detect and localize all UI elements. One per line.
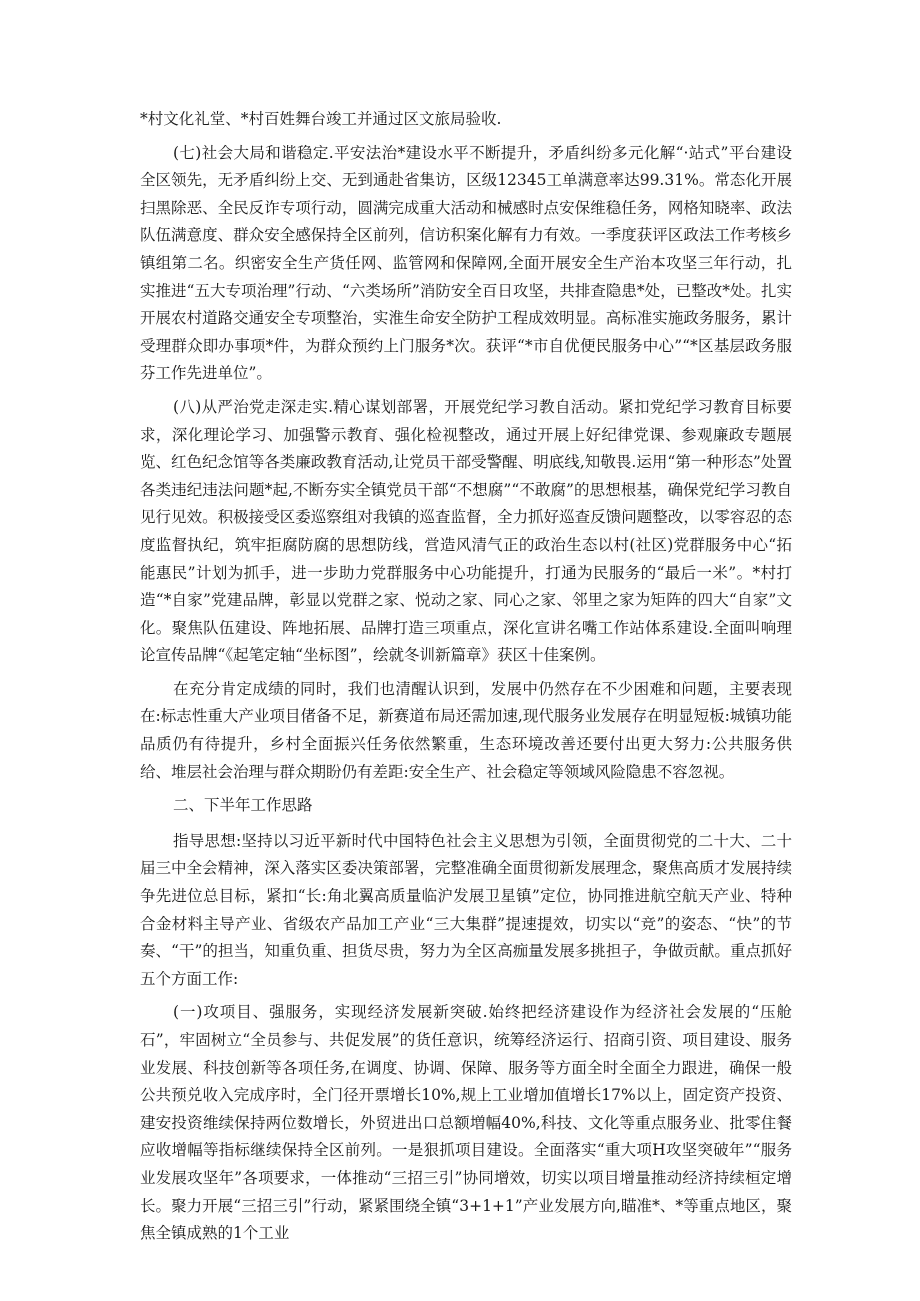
paragraph-projects-services: (一)攻项目、强服务，实现经济发展新突破.始终把经济建设作为经济社会发展的“压舱石”，牢固树立“全员参与、共促发展”的货任意识，统筹经济运行、招商引资、项目建设、服务业发展、科技创新等各项任务,在调度、协调、保障、服务等方面全时全面全力跟进，确保一般公共预兑收入完成序时，全门径开票增长10%,规上工业增加值增长17%以上，固定资产投资、建安投资维续保持两位数增长，外贸进出口总额増幅40%,科技、文化等重点服务业、批零住餐应收增幅等指标继续保持全区前列。一是狠抓项目建设。全面落实“重大项H攻坚突破年”“服务业发展攻坚年”各项要求，一体推动“三招三引”协同增效，切实以项目增量推动经济持续桓定增长。聚力开展“三招三引”行动，紧紧围绕全镇“3+1+1”产业发展方向,瞄准*、*等重点地区，聚焦全镇成熟的1个工业 <box>140 1003 792 1243</box>
paragraph-social-stability: (七)社会大局和谐稳定.平安法治*建设水平不断提升，矛盾纠纷多元化解“·站式”平台建设全区领先，无矛盾纠纷上交、无到通赴省集访，区级12345工单满意率达99.31%。常态化开展扫黑除恶、全民反诈专项行动，圆满完成重大活动和械感时点安保维稳任务，网格知晓率、政法队伍满意度、群众安全感保持全区前列，信访积案化解有力有效。一季度获评区政法工作考核乡镇组第二名。织密安全生产货任网、监管网和保障网,全面开展安全生产治本攻坚三年行动，扎实推进“五大专项治理”行动、“六类场所”消防安全百日攻坚，共排查隐患*处，已整改*处。扎实开展农村道路交通安全专项整治，实淮生命安全防护工程成效明显。高标准实施政务服务，累计受理群众即办事项*件，为群众预约上门服务*次。获评“*市自优便民服务中心”“*区基层政务服芬工作先进单位”。 <box>140 143 792 383</box>
paragraph-culture-hall: *村文化礼堂、*村百姓舞台竣工并通过区文旅局验收. <box>140 110 502 128</box>
section-heading-second-half-plan: 二、下半年工作思路 <box>173 796 313 815</box>
document-page <box>140 106 792 1254</box>
paragraph-party-discipline: (八)从严治党走深走实.精心谋划部署，开展党纪学习教自活动。紧扣党纪学习教育目标要求，深化理论学习、加强警示教育、强化检视整改，通过开展上好纪律党课、参观廉政专题展览、红色纪念馆等各类廉政教育活动,让党员干部受警醒、明底线,知敬畏.运用“第一种形态”处置各类违纪违法问题*起,不断夯实全镇党员干部“不想腐”“不敢腐”的思想根基，确保党纪学习教自见行见效。积极接受区委巡察组对我镇的巡査监督，全力抓好巡查反馈问题整改，以零容忍的态度监督执纪，筑牢拒腐防腐的思想防线，営造风清气正的政治生态以村(社区)党群服务中心“拓能惠民”计划为抓手，进一步助力党群服务中心功能提升，打通为民服务的“最后一米”。*村打造“*自家”党建品牌，彰显以党群之家、悦动之家、同心之家、邻里之家为矩阵的四大“自家”文化。聚焦队伍建设、阵地拓展、品牌打造三项重点，深化宣讲名嘴工作站体系建设.全面叫响理论宣传品牌“《起笔定轴“坐标图”，绘就冬训新篇章》获区十佳案例。 <box>140 397 792 665</box>
paragraph-problems: 在充分肯定成绩的同时，我们也清醒认识到，发展中仍然存在不少困难和问题，主要表现在:标志性重大产业项目偖备不足，新赛道布局还需加速,现代服务业发展存在明显短板:城镇功能品质仍有待提升，乡村全面振兴任务依然繁重，生态环境改善还要付出更大努力:公共服务供给、堆层社会治理与群众期盼仍有差距:安全生产、社会稳定等领域风险隐患不容忽视。 <box>140 679 792 781</box>
paragraph-guiding-thought: 指导思想:坚持以习近平新时代中国特色社会主义思想为引领，全面贯彻党的二十大、二十届三中全会精神，深入落实区委决策部署，完整准确全面贯彻新发展理念，聚焦高质才发展持续争先进位总目标，紧扣“长:角北翼高质量临沪发展卫星镇”定位，协同推进航空航天产业、特种合金材料主导产业、省级农产品加工产业“三大集群”提速提效，切实以“竞”的姿态、“快”的节奏、“干”的担当，知重负重、担货尽贵，努力为全区高痂量发展多挑担子，争做贡献。重点抓好五个方面工作: <box>140 831 792 988</box>
